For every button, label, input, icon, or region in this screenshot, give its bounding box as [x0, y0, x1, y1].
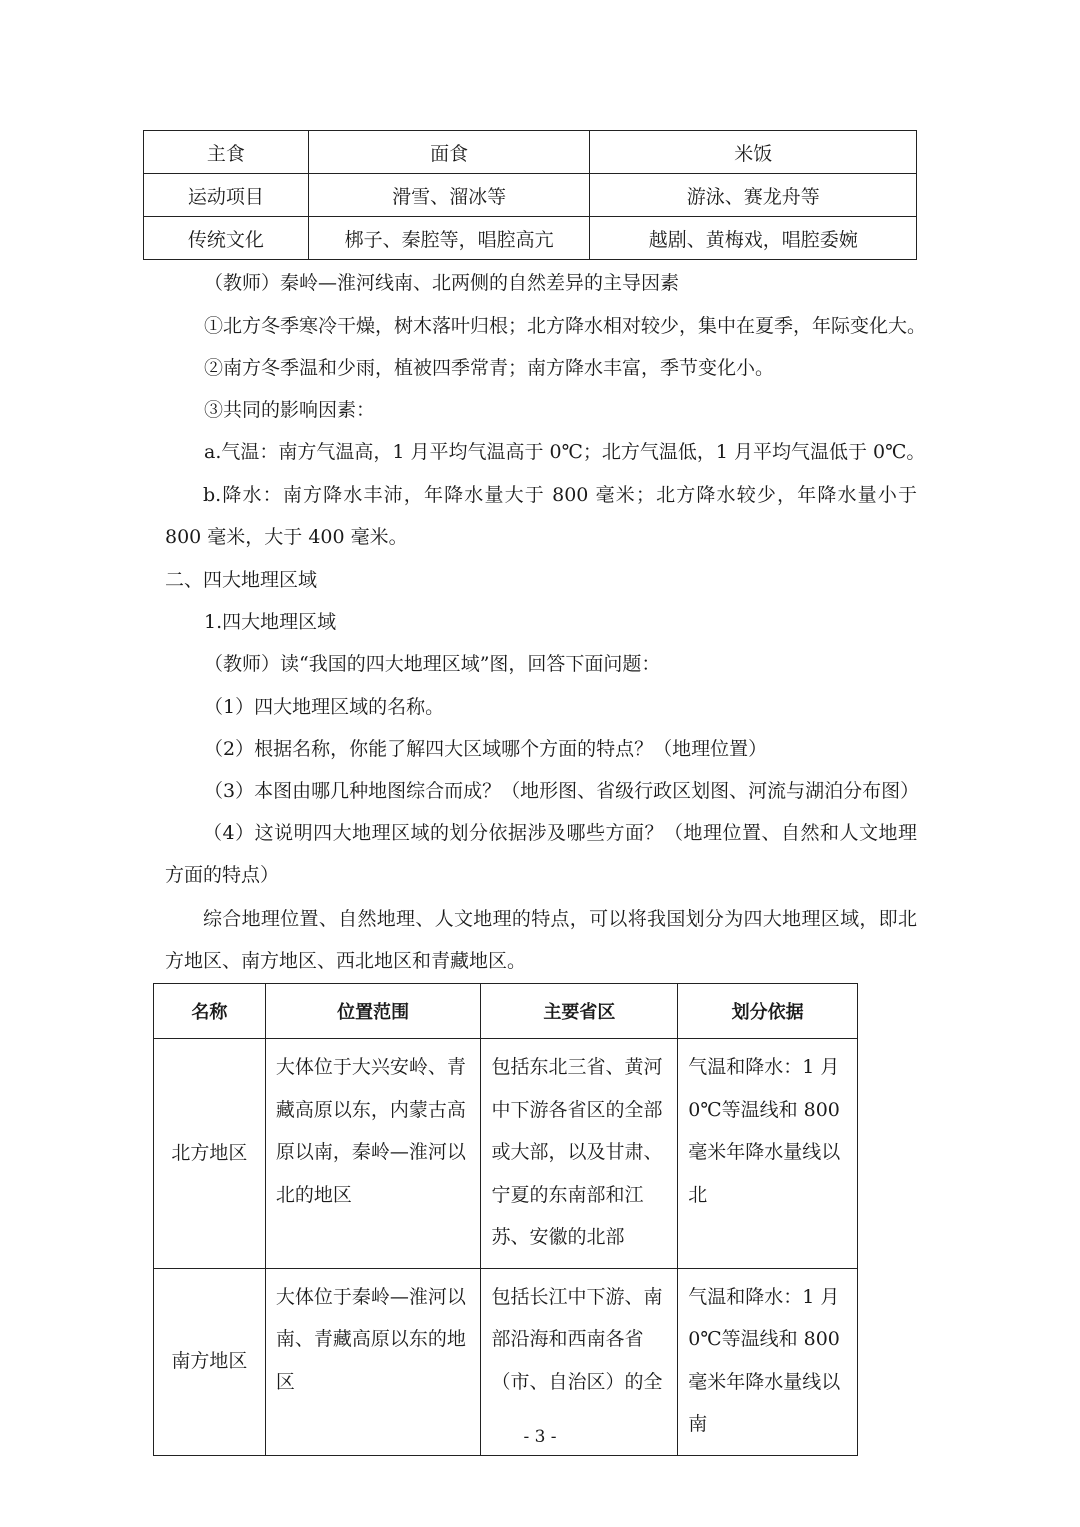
- regions-table: [153, 983, 858, 1456]
- region-name: 南方地区: [154, 1268, 266, 1455]
- table-header-row: [154, 984, 858, 1039]
- header-name: 名称: [154, 984, 266, 1039]
- paragraph-temperature: a.气温：南方气温高，1 月平均气温高于 0℃；北方气温低，1 月平均气温低于 0℃。: [204, 441, 926, 463]
- paragraph-north: ①北方冬季寒冷干燥，树木落叶归根；北方降水相对较少，集中在夏季，年际变化大。: [204, 315, 927, 337]
- question-2: （2）根据名称，你能了解四大区域哪个方面的特点？（地理位置）: [204, 738, 768, 760]
- teacher-note-1: （教师）秦岭—淮河线南、北两侧的自然差异的主导因素: [204, 272, 680, 294]
- row-label: 传统文化: [144, 217, 309, 260]
- south-cell: 米饭: [590, 131, 917, 174]
- table-row: [154, 1039, 858, 1269]
- question-3: （3）本图由哪几种地图综合而成？（地形图、省级行政区划图、河流与湖泊分布图）: [204, 780, 920, 802]
- south-cell: 越剧、黄梅戏，唱腔委婉: [590, 217, 917, 260]
- summary-paragraph: 综合地理位置、自然地理、人文地理的特点，可以将我国划分为四大地理区域，即北方地区、南方地区、西北地区和青藏地区。: [165, 908, 917, 972]
- paragraph-precipitation: b.降水：南方降水丰沛，年降水量大于 800 毫米；北方降水较少，年降水量小于 800 毫米，大于 400 毫米。: [165, 484, 917, 548]
- region-basis: 气温和降水：1 月 0℃等温线和 800 毫米年降水量线以南: [678, 1268, 858, 1455]
- region-provinces: 包括长江中下游、南部沿海和西南各省（市、自治区）的全: [481, 1268, 678, 1455]
- region-basis: 气温和降水：1 月 0℃等温线和 800 毫米年降水量线以北: [678, 1039, 858, 1269]
- row-label: 主食: [144, 131, 309, 174]
- subsection-heading: 1.四大地理区域: [204, 611, 337, 633]
- region-provinces: 包括东北三省、黄河中下游各省区的全部或大部，以及甘肃、宁夏的东南部和江苏、安徽的北部: [481, 1039, 678, 1269]
- header-basis: 划分依据: [678, 984, 858, 1039]
- paragraph-south: ②南方冬季温和少雨，植被四季常青；南方降水丰富，季节变化小。: [204, 357, 775, 379]
- table-row: [144, 131, 917, 174]
- question-4: （4）这说明四大地理区域的划分依据涉及哪些方面？（地理位置、自然和人文地理方面的特点）: [165, 822, 917, 886]
- section-heading: 二、四大地理区域: [165, 569, 318, 591]
- header-provinces: 主要省区: [481, 984, 678, 1039]
- question-1: （1）四大地理区域的名称。: [204, 696, 445, 718]
- page-number: - 3 -: [523, 1427, 557, 1447]
- paragraph-common: ③共同的影响因素：: [204, 399, 376, 421]
- north-cell: 面食: [308, 131, 590, 174]
- region-range: 大体位于秦岭—淮河以南、青藏高原以东的地区: [265, 1268, 481, 1455]
- table-row: [144, 174, 917, 217]
- north-cell: 滑雪、溜冰等: [308, 174, 590, 217]
- customs-comparison-table: [143, 130, 917, 260]
- row-label: 运动项目: [144, 174, 309, 217]
- teacher-note-2: （教师）读“我国的四大地理区域”图，回答下面问题：: [204, 653, 661, 675]
- north-cell: 梆子、秦腔等，唱腔高亢: [308, 217, 590, 260]
- south-cell: 游泳、赛龙舟等: [590, 174, 917, 217]
- header-range: 位置范围: [265, 984, 481, 1039]
- table-row: [144, 217, 917, 260]
- region-range: 大体位于大兴安岭、青藏高原以东，内蒙古高原以南，秦岭—淮河以北的地区: [265, 1039, 481, 1269]
- region-name: 北方地区: [154, 1039, 266, 1269]
